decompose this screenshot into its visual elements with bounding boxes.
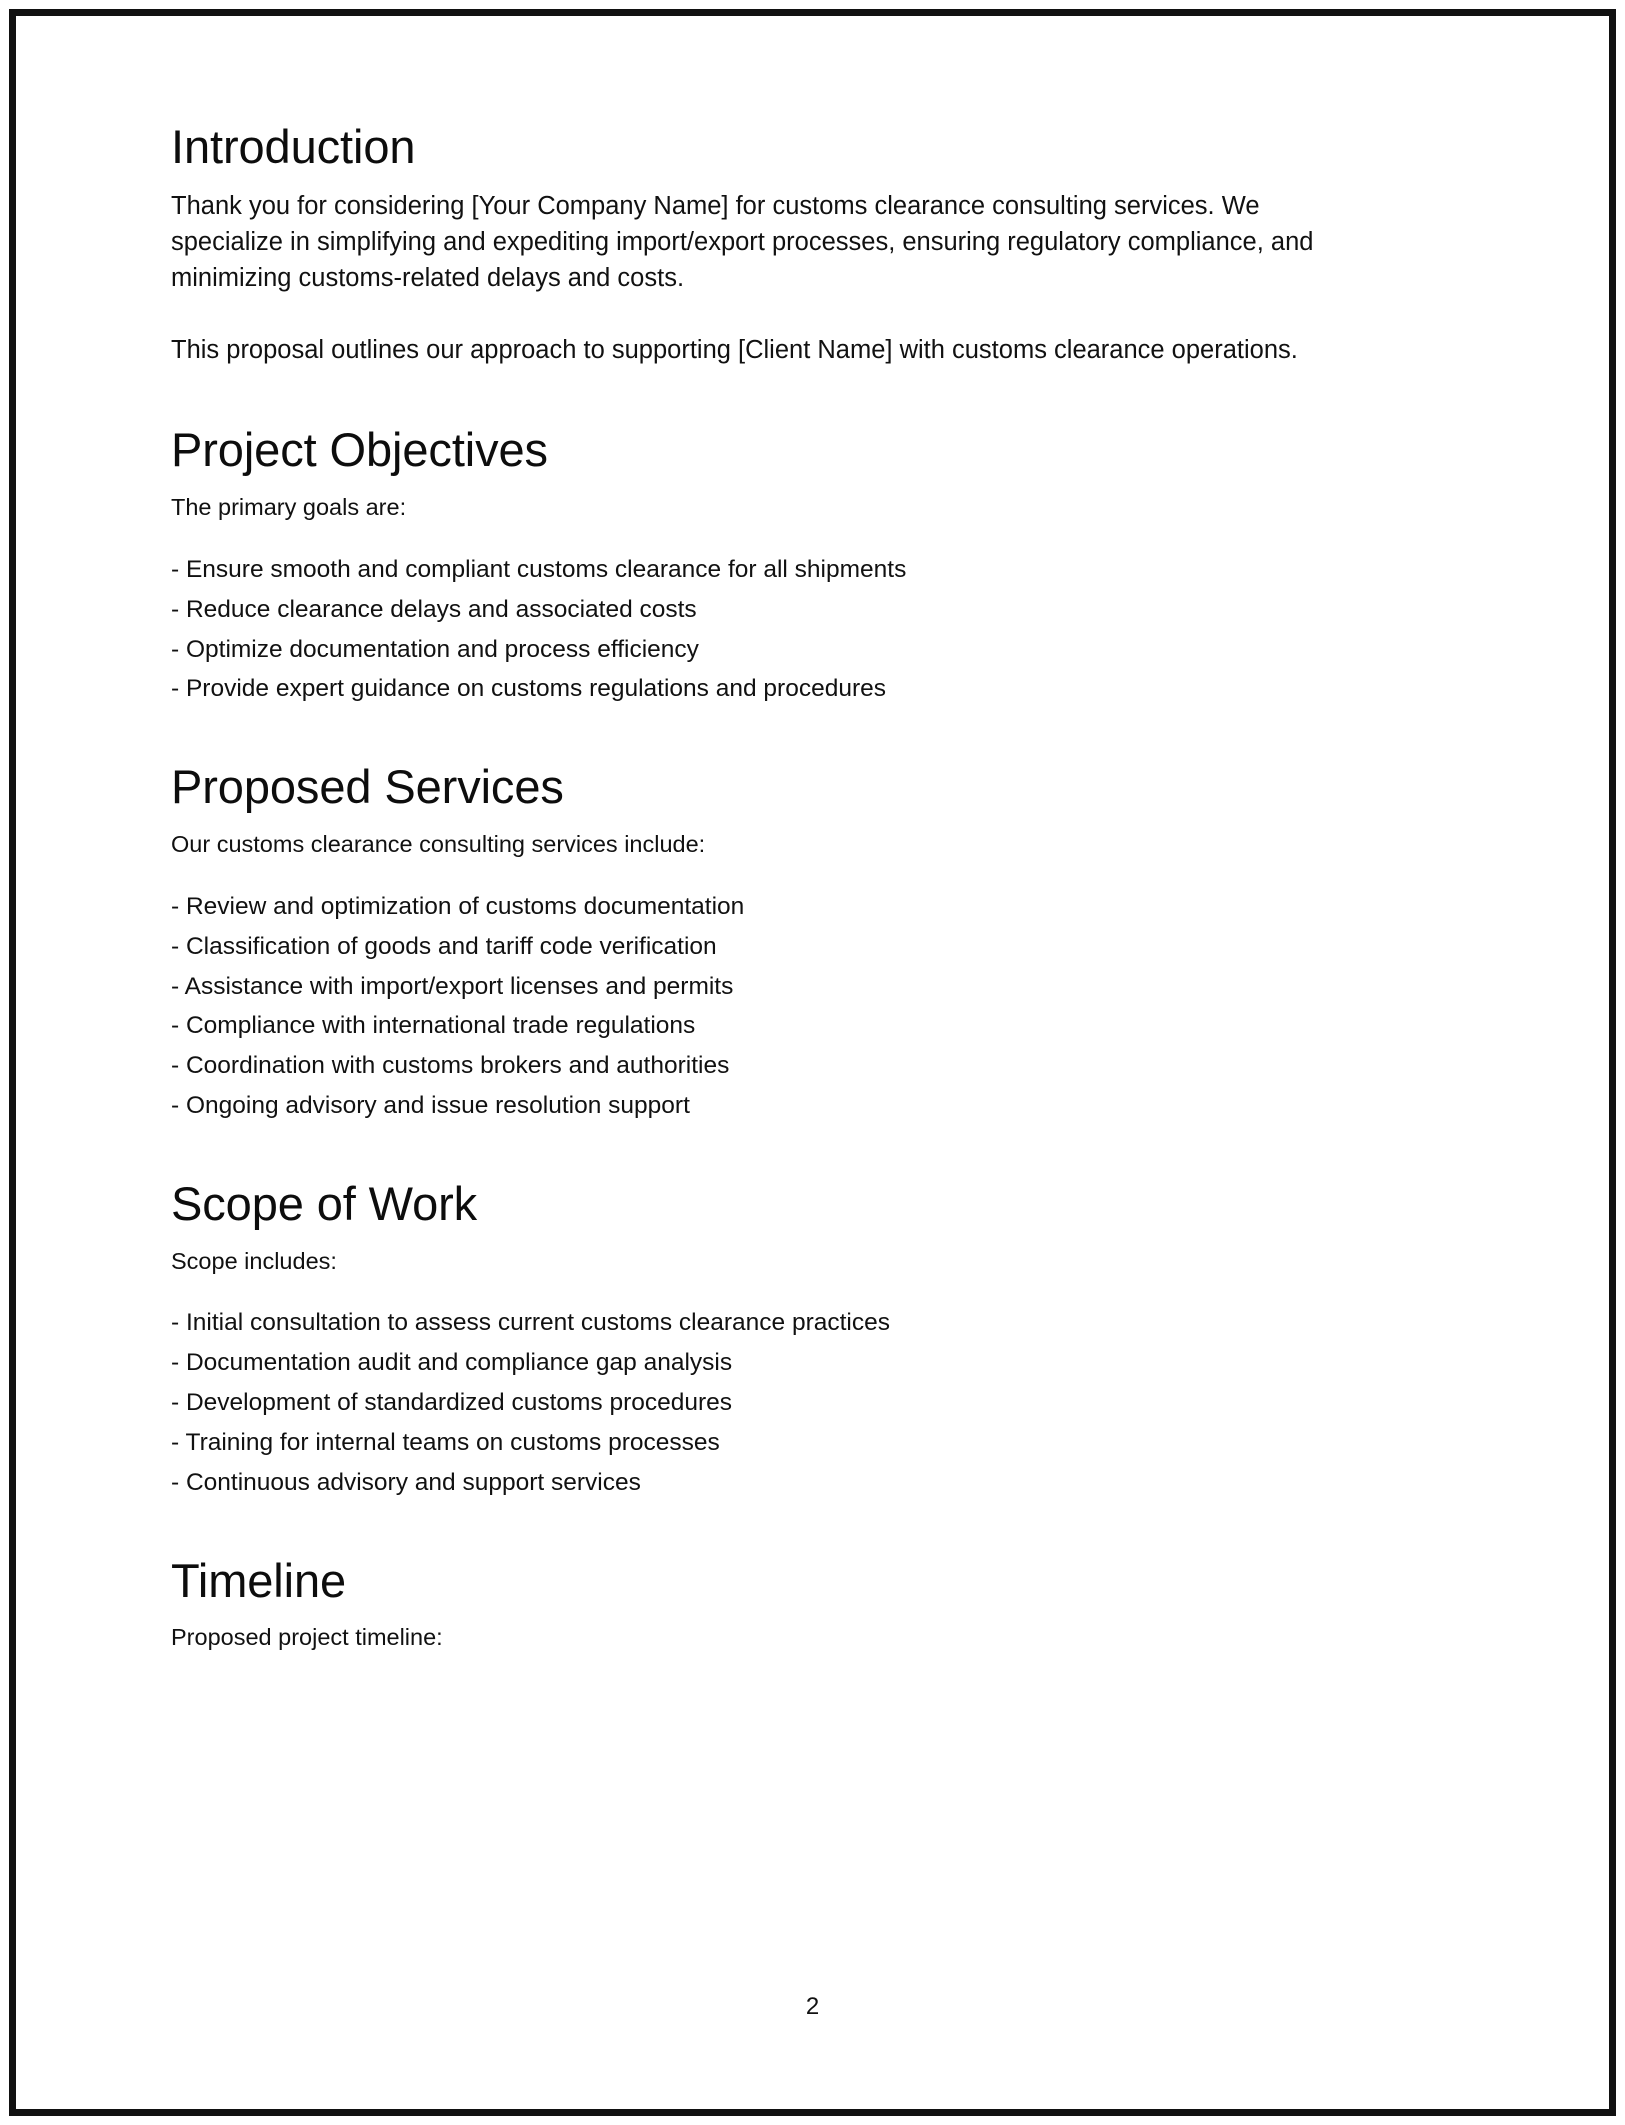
section-scope-of-work [171, 1178, 1449, 1499]
list-item: - Compliance with international trade regulations [171, 1012, 696, 1040]
heading-scope-of-work: Scope of Work [171, 1176, 478, 1230]
list-item: - Training for internal teams on customs processes [171, 1428, 720, 1456]
list-project-objectives [171, 554, 1449, 705]
page-number: 2 [805, 1993, 820, 2020]
list-item: - Assistance with import/export licenses and permits [171, 972, 734, 1000]
paragraph-introduction-1: Thank you for considering [Your Company Name] for customs clearance consulting services. We specialize in simplifying and expediting import/export processes, ensuring regulatory compliance, and minimizing customs-related delays and costs. [171, 191, 1314, 293]
heading-introduction: Introduction [171, 120, 416, 173]
lead-in-timeline: Proposed project timeline: [171, 1624, 443, 1651]
page-border-frame [9, 9, 1616, 2116]
heading-timeline: Timeline [171, 1553, 347, 1607]
list-proposed-services [171, 891, 1449, 1122]
heading-project-objectives: Project Objectives [171, 423, 548, 477]
list-item: - Ensure smooth and compliant customs clearance for all shipments [171, 555, 907, 583]
list-item: - Documentation audit and compliance gap analysis [171, 1349, 733, 1377]
list-item: - Continuous advisory and support services [171, 1468, 641, 1496]
list-scope-of-work [171, 1307, 1449, 1498]
list-item: - Provide expert guidance on customs regulations and procedures [171, 675, 886, 703]
list-item: - Ongoing advisory and issue resolution support [171, 1092, 690, 1120]
list-item: - Initial consultation to assess current customs clearance practices [171, 1309, 890, 1337]
list-item: - Optimize documentation and process efficiency [171, 635, 699, 663]
section-proposed-services [171, 761, 1449, 1122]
list-item: - Coordination with customs brokers and authorities [171, 1052, 730, 1080]
section-timeline [171, 1555, 1449, 1655]
lead-in-project-objectives: The primary goals are: [171, 494, 407, 521]
section-introduction [171, 121, 1449, 368]
paragraph-introduction-2: This proposal outlines our approach to supporting [Client Name] with customs clearance operations. [171, 336, 1298, 365]
lead-in-scope-of-work: Scope includes: [171, 1247, 337, 1274]
list-item: - Classification of goods and tariff code verification [171, 932, 717, 960]
list-item: - Reduce clearance delays and associated costs [171, 595, 697, 623]
list-item: - Review and optimization of customs documentation [171, 892, 745, 920]
document-content [16, 16, 1609, 2109]
lead-in-proposed-services: Our customs clearance consulting services include: [171, 830, 706, 857]
heading-proposed-services: Proposed Services [171, 760, 564, 814]
section-project-objectives [171, 424, 1449, 705]
list-item: - Development of standardized customs procedures [171, 1389, 733, 1417]
